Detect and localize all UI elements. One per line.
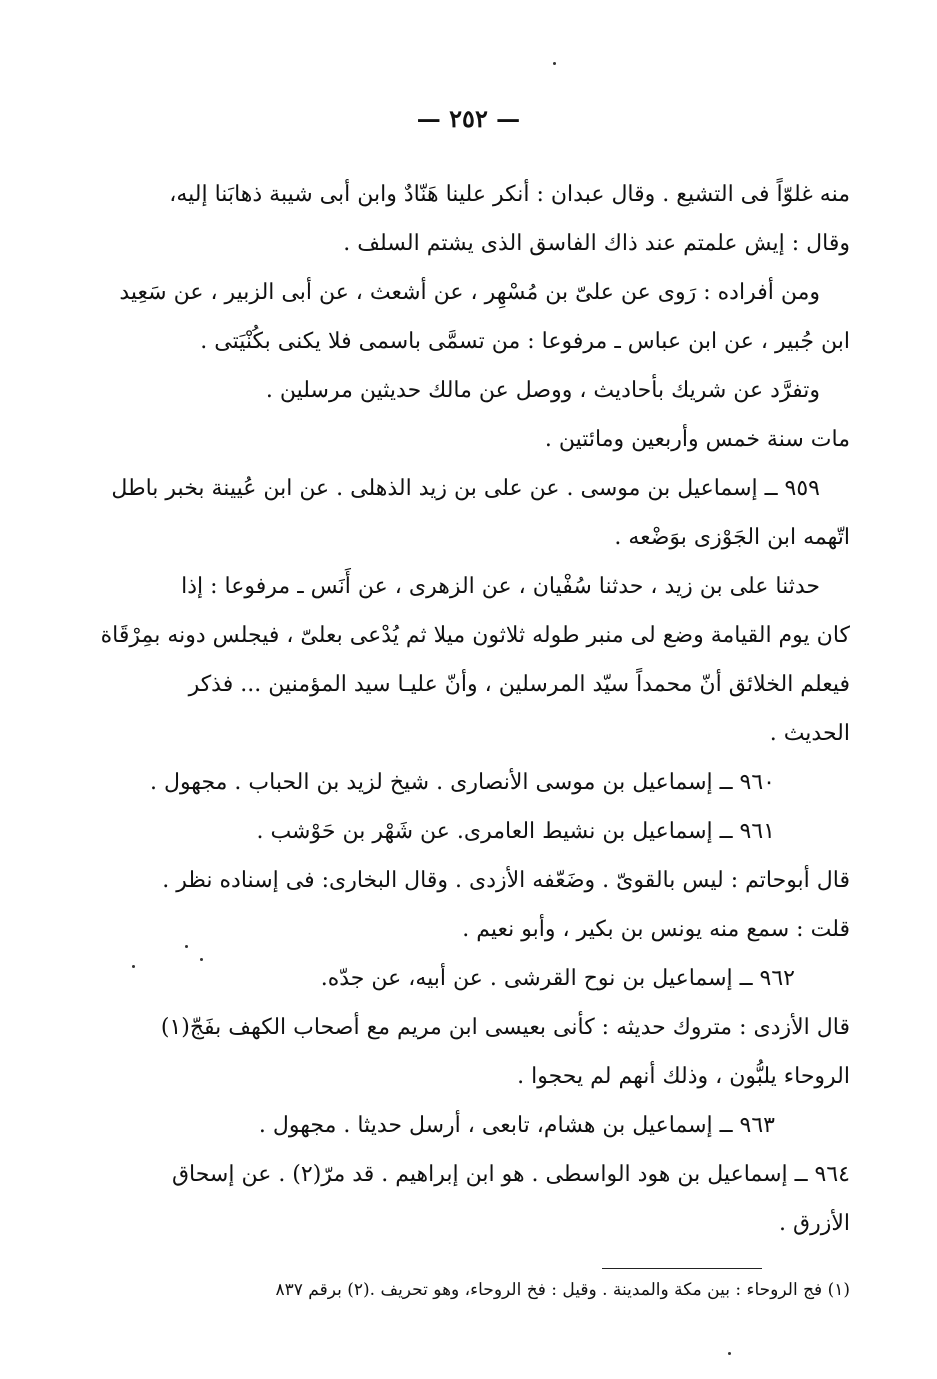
footnote-divider: [602, 1268, 762, 1269]
entry-line: ٩٥٩ ــ إسماعيل بن موسى . عن على بن زيد الذهلى . عن ابن عُيينة بخبر باطل: [111, 476, 820, 501]
entry-line: ٩٦٠ ــ إسماعيل بن موسى الأنصارى . شيخ لزيد بن الحباب . مجهول .: [149, 770, 775, 795]
text-line: اتّهمه ابن الجَوْزى بوَضْعه .: [614, 525, 850, 550]
entry-line: ٩٦٤ ــ إسماعيل بن هود الواسطى . هو ابن إبراهيم . قد مرّ(٢) . عن إسحاق: [171, 1162, 850, 1187]
scan-speck: [185, 945, 188, 948]
text-line: وقال : إيش علمتم عند ذاك الفاسق الذى يشتم السلف .: [343, 231, 850, 256]
text-line: الروحاء يلبُّون ، وذلك أنهم لم يحجوا .: [517, 1064, 850, 1089]
scan-speck: [132, 965, 135, 968]
scan-speck: [553, 62, 556, 65]
text-line: قال أبوحاتم : ليس بالقوىّ . وضَعّفه الأزدى . وقال البخارى: فى إسناده نظر .: [162, 868, 850, 893]
text-line: وتفرَّد عن شريك بأحاديث ، ووصل عن مالك حديثين مرسلين .: [265, 378, 820, 403]
footnote: (١) فج الروحاء : بين مكة والمدينة . وقيل : فخ الروحاء، وهو تحريف .(٢) برقم ٨٣٧: [275, 1280, 850, 1300]
scan-speck: [200, 958, 203, 961]
text-line: مات سنة خمس وأربعين ومائتين .: [544, 427, 850, 452]
text-line: حدثنا على بن زيد ، حدثنا سُفْيان ، عن الزهرى ، عن أَنَس ـ مرفوعا : إذا: [181, 574, 820, 599]
text-line: فيعلم الخلائق أنّ محمداً سيّد المرسلين ، وأنّ عليـا سيد المؤمنين ... فذكر: [188, 672, 850, 697]
text-line: ابن جُبير ، عن ابن عباس ـ مرفوعا : من تسمَّى باسمى فلا يكنى بكُنْيَتى .: [200, 329, 850, 354]
text-line: الأزرق .: [779, 1211, 850, 1236]
entry-line: ٩٦٣ ــ إسماعيل بن هشام، تابعى ، أرسل حديثا . مجهول .: [258, 1113, 775, 1138]
page-number: — ٢٥٢ —: [416, 104, 521, 133]
scan-speck: [728, 1352, 731, 1355]
text-line: منه غلوّاً فى التشيع . وقال عبدان : أنكر علينا هَنّادٌ وابن أبى شيبة ذهابَنا إليه،: [169, 182, 850, 207]
text-line: قلت : سمع منه يونس بن بكير ، وأبو نعيم .: [462, 917, 850, 942]
text-line: ومن أفراده : رَوى عن علىّ بن مُسْهِر ، عن أشعث ، عن أبى الزبير ، عن سَعِيد: [119, 280, 820, 305]
text-line: كان يوم القيامة وضع لى منبر طوله ثلاثون ميلا ثم يُدْعى بعلىّ ، فيجلس دونه بمِرْقَاة: [100, 623, 850, 648]
entry-line: ٩٦١ ــ إسماعيل بن نشيط العامرى. عن شَهْر بن حَوْشب .: [256, 819, 775, 844]
entry-line: ٩٦٢ ــ إسماعيل بن نوح القرشى . عن أبيه، عن جدّه.: [320, 966, 795, 991]
text-line: الحديث .: [769, 721, 850, 746]
body-text: [80, 170, 850, 1248]
text-line: قال الأزدى : متروك حديثه : كأنى بعيسى ابن مريم مع أصحاب الكهف بفَجّ(١): [160, 1015, 850, 1040]
